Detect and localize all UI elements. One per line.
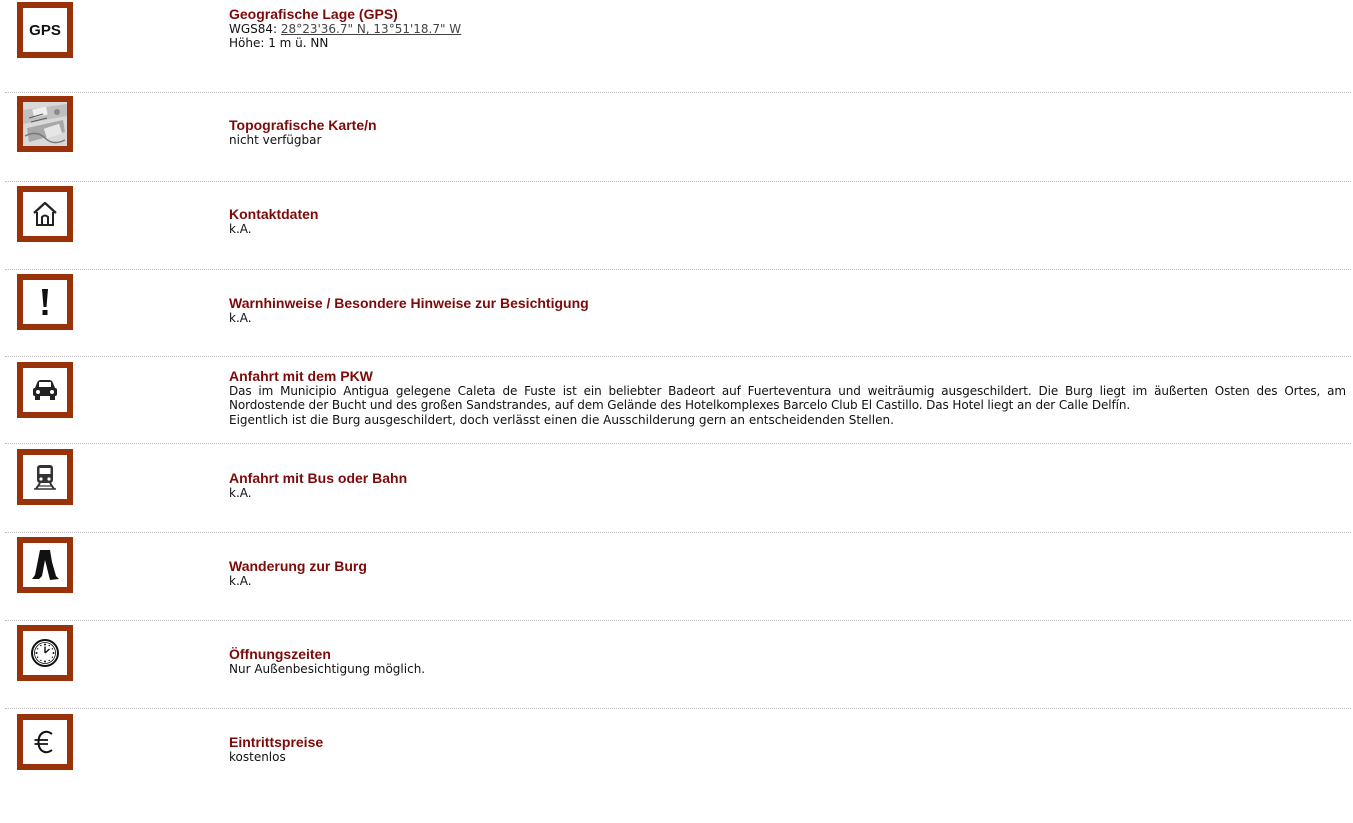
coordinates-link[interactable]: 28°23'36.7" N, 13°51'18.7" W <box>280 22 462 36</box>
gps-icon <box>17 2 73 58</box>
separator <box>5 269 1351 270</box>
exclamation-icon <box>17 274 73 330</box>
separator <box>5 92 1351 93</box>
separator <box>5 620 1351 621</box>
separator <box>5 181 1351 182</box>
topo-title: Topografische Karte/n <box>229 117 377 133</box>
bus-section <box>229 471 1346 500</box>
separator <box>5 532 1351 533</box>
legs-icon <box>17 537 73 593</box>
contact-title: Kontaktdaten <box>229 206 319 222</box>
hours-section <box>229 647 1346 676</box>
gps-title: Geografische Lage (GPS) <box>229 6 398 22</box>
clock-icon <box>17 625 73 681</box>
hike-title: Wanderung zur Burg <box>229 558 367 574</box>
warning-title: Warnhinweise / Besondere Hinweise zur Besichtigung <box>229 295 589 311</box>
gps-coordinates-line <box>229 22 1346 36</box>
car-paragraph: Das im Municipio Antigua gelegene Caleta de Fuste ist ein beliebter Badeort auf Fuerteventura und weiträumig ausgeschildert. Die Burg liegt im äußerten Osten des Ortes, am Nordostende der Bucht und des großen Sandstrandes, auf dem Gelände des Hotelkomplexes Barcelo Club El Castillo. Das Hotel liegt an der Calle Delfín. <box>229 384 1346 413</box>
hike-section <box>229 559 1346 588</box>
contact-section <box>229 207 1346 236</box>
bus-text: k.A. <box>229 486 252 500</box>
warning-text: k.A. <box>229 311 252 325</box>
gps-height: Höhe: 1 m ü. NN <box>229 36 329 50</box>
hours-title: Öffnungszeiten <box>229 646 331 662</box>
wgs-label: WGS84: <box>229 22 281 36</box>
warning-section <box>229 296 1346 325</box>
car-section <box>229 369 1346 427</box>
prices-text: kostenlos <box>229 750 286 764</box>
contact-text: k.A. <box>229 222 252 236</box>
euro-icon <box>17 714 73 770</box>
bus-title: Anfahrt mit Bus oder Bahn <box>229 470 408 486</box>
train-icon <box>17 449 73 505</box>
hours-text: Nur Außenbesichtigung möglich. <box>229 662 426 676</box>
hike-text: k.A. <box>229 574 252 588</box>
separator <box>5 708 1351 709</box>
car-icon <box>17 362 73 418</box>
separator <box>5 356 1351 357</box>
map-thumbnail-icon <box>17 96 73 152</box>
gps-section <box>229 7 1346 50</box>
car-title: Anfahrt mit dem PKW <box>229 368 373 384</box>
prices-section <box>229 735 1346 764</box>
house-icon <box>17 186 73 242</box>
prices-title: Eintrittspreise <box>229 734 324 750</box>
gps-icon-label: GPS <box>29 21 61 39</box>
topo-section <box>229 118 1346 147</box>
topo-text: nicht verfügbar <box>229 133 322 147</box>
car-paragraph-2: Eigentlich ist die Burg ausgeschildert, doch verlässt einen die Ausschilderung gern an entscheidenden Stellen. <box>229 412 894 427</box>
separator <box>5 443 1351 444</box>
